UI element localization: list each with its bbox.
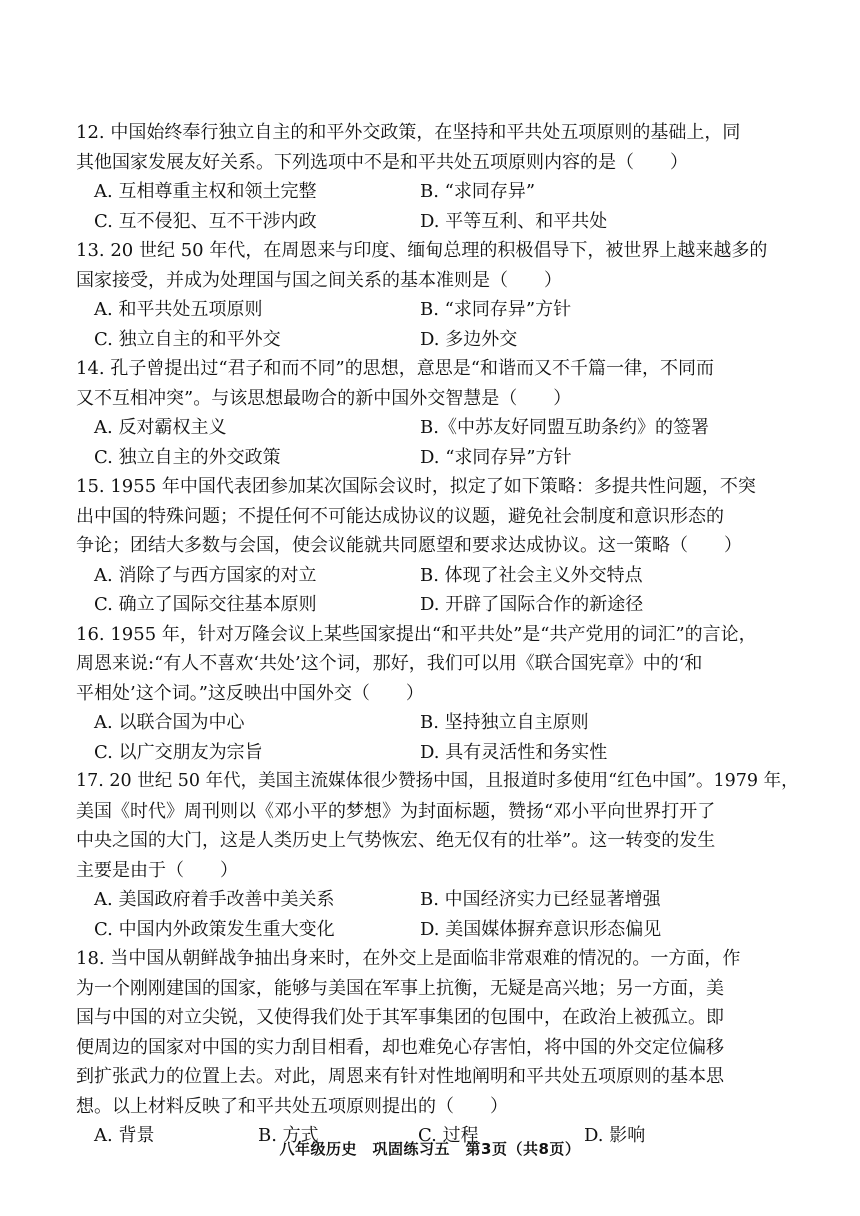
question-stem-line: 周恩来说:“有人不喜欢‘共处’这个词，那好，我们可以用《联合国宪章》中的‘和 <box>76 653 703 674</box>
option-a[interactable]: A. 消除了与西方国家的对立 <box>94 564 317 586</box>
option-b[interactable]: B. “求同存异”方针 <box>420 299 572 320</box>
question-15 <box>76 472 816 620</box>
option-d[interactable]: D. 美国媒体摒弃意识形态偏见 <box>420 918 662 940</box>
option-row <box>76 738 816 768</box>
question-stem-line: 14. 孔子曾提出过“君子和而不同”的思想，意思是“和谐而又不千篇一律，不同而 <box>76 358 714 379</box>
option-d[interactable]: D. 开辟了国际合作的新途径 <box>420 594 644 615</box>
question-stem-line: 17. 20 世纪 50 年代，美国主流媒体很少赞扬中国，且报道时多使用“红色中国”。1979 年， <box>76 771 799 791</box>
option-a[interactable]: A. 以联合国为中心 <box>94 712 245 733</box>
option-d[interactable]: D. 影响 <box>584 1125 646 1146</box>
question-stem-line: 便周边的国家对中国的实力刮目相看，却也难免心存害怕，将中国的外交定位偏移 <box>76 1036 724 1058</box>
option-a[interactable]: A. 互相尊重主权和领土完整 <box>94 181 317 202</box>
option-c[interactable]: C. 互不侵犯、互不干涉内政 <box>94 210 317 232</box>
question-18 <box>76 944 816 1151</box>
page-footer: 八年级历史 巩固练习五 第3页（共8页） <box>279 1140 581 1158</box>
option-b[interactable]: B. 体现了社会主义外交特点 <box>420 564 643 586</box>
option-d[interactable]: D. 平等互利、和平共处 <box>420 210 608 232</box>
question-14 <box>76 354 816 472</box>
question-stem-line: 国家接受，并成为处理国与国之间关系的基本准则是（ ） <box>76 269 562 291</box>
option-c[interactable]: C. 确立了国际交往基本原则 <box>94 594 317 615</box>
question-stem-line: 13. 20 世纪 50 年代，在周恩来与印度、缅甸总理的积极倡导下，被世界上越来越多的 <box>76 240 768 261</box>
question-17 <box>76 767 816 944</box>
question-stem-line: 又不互相冲突”。与该思想最吻合的新中国外交智慧是（ ） <box>76 387 572 409</box>
option-row <box>76 177 816 207</box>
option-row <box>76 561 816 591</box>
question-stem-line: 为一个刚刚建国的国家，能够与美国在军事上抗衡，无疑是高兴地；另一方面，美 <box>76 977 724 999</box>
option-c[interactable]: C. 独立自主的外交政策 <box>94 446 281 468</box>
option-row <box>76 885 816 915</box>
option-row <box>76 443 816 473</box>
option-a[interactable]: A. 和平共处五项原则 <box>94 299 263 320</box>
question-stem-line: 争论；团结大多数与会国，使会议能就共同愿望和要求达成协议。这一策略（ ） <box>76 535 742 556</box>
question-stem-line: 12. 中国始终奉行独立自主的和平外交政策，在坚持和平共处五项原则的基础上，同 <box>76 122 741 143</box>
question-13 <box>76 236 816 354</box>
option-b[interactable]: B. 中国经济实力已经显著增强 <box>420 889 661 910</box>
question-stem-line: 想。以上材料反映了和平共处五项原则提出的（ ） <box>76 1095 508 1117</box>
option-row <box>76 295 816 325</box>
option-row <box>76 325 816 355</box>
option-a[interactable]: A. 反对霸权主义 <box>94 417 227 438</box>
option-row <box>76 207 816 237</box>
question-stem-line: 平相处’这个词。”这反映出中国外交（ ） <box>76 682 424 704</box>
question-stem-line: 美国《时代》周刊则以《邓小平的梦想》为封面标题，赞扬“邓小平向世界打开了 <box>76 800 716 822</box>
option-c[interactable]: C. 以广交朋友为宗旨 <box>94 741 263 763</box>
question-stem-line: 16. 1955 年，针对万隆会议上某些国家提出“和平共处”是“共产党用的词汇”的言论， <box>76 623 757 645</box>
option-d[interactable]: D. “求同存异”方针 <box>420 446 572 468</box>
option-a[interactable]: A. 背景 <box>94 1125 155 1146</box>
option-b[interactable]: B. 方式 <box>258 1125 319 1146</box>
question-stem-line: 其他国家发展友好关系。下列选项中不是和平共处五项原则内容的是（ ） <box>76 151 688 173</box>
question-stem-line: 中央之国的大门，这是人类历史上气势恢宏、绝无仅有的壮举”。这一转变的发生 <box>76 830 716 851</box>
question-16 <box>76 620 816 768</box>
option-c[interactable]: C. 中国内外政策发生重大变化 <box>94 918 335 940</box>
question-12 <box>76 118 816 236</box>
option-b[interactable]: B.《中苏友好同盟互助条约》的签署 <box>420 417 709 438</box>
question-list <box>76 118 816 1151</box>
question-stem-line: 到扩张武力的位置上去。对此，周恩来有针对性地阐明和平共处五项原则的基本思 <box>76 1066 724 1087</box>
question-stem-line: 出中国的特殊问题；不提任何不可能达成协议的议题，避免社会制度和意识形态的 <box>76 505 724 527</box>
option-row <box>76 915 816 945</box>
option-d[interactable]: D. 多边外交 <box>420 328 518 350</box>
question-stem-line: 18. 当中国从朝鲜战争抽出身来时，在外交上是面临非常艰难的情况的。一方面，作 <box>76 948 741 969</box>
option-b[interactable]: B. “求同存异” <box>420 181 536 202</box>
option-b[interactable]: B. 坚持独立自主原则 <box>420 712 589 733</box>
question-stem-line: 15. 1955 年中国代表团参加某次国际会议时，拟定了如下策略：多提共性问题，不突 <box>76 476 756 497</box>
option-row <box>76 413 816 443</box>
option-c[interactable]: C. 独立自主的和平外交 <box>94 328 281 350</box>
option-a[interactable]: A. 美国政府着手改善中美关系 <box>94 889 335 910</box>
option-c[interactable]: C. 过程 <box>418 1125 479 1146</box>
question-stem-line: 国与中国的对立尖锐，又使得我们处于其军事集团的包围中，在政治上被孤立。即 <box>76 1007 724 1028</box>
option-row <box>76 590 816 620</box>
option-d[interactable]: D. 具有灵活性和务实性 <box>420 741 608 763</box>
option-row <box>76 708 816 738</box>
question-stem-line: 主要是由于（ ） <box>76 859 238 881</box>
